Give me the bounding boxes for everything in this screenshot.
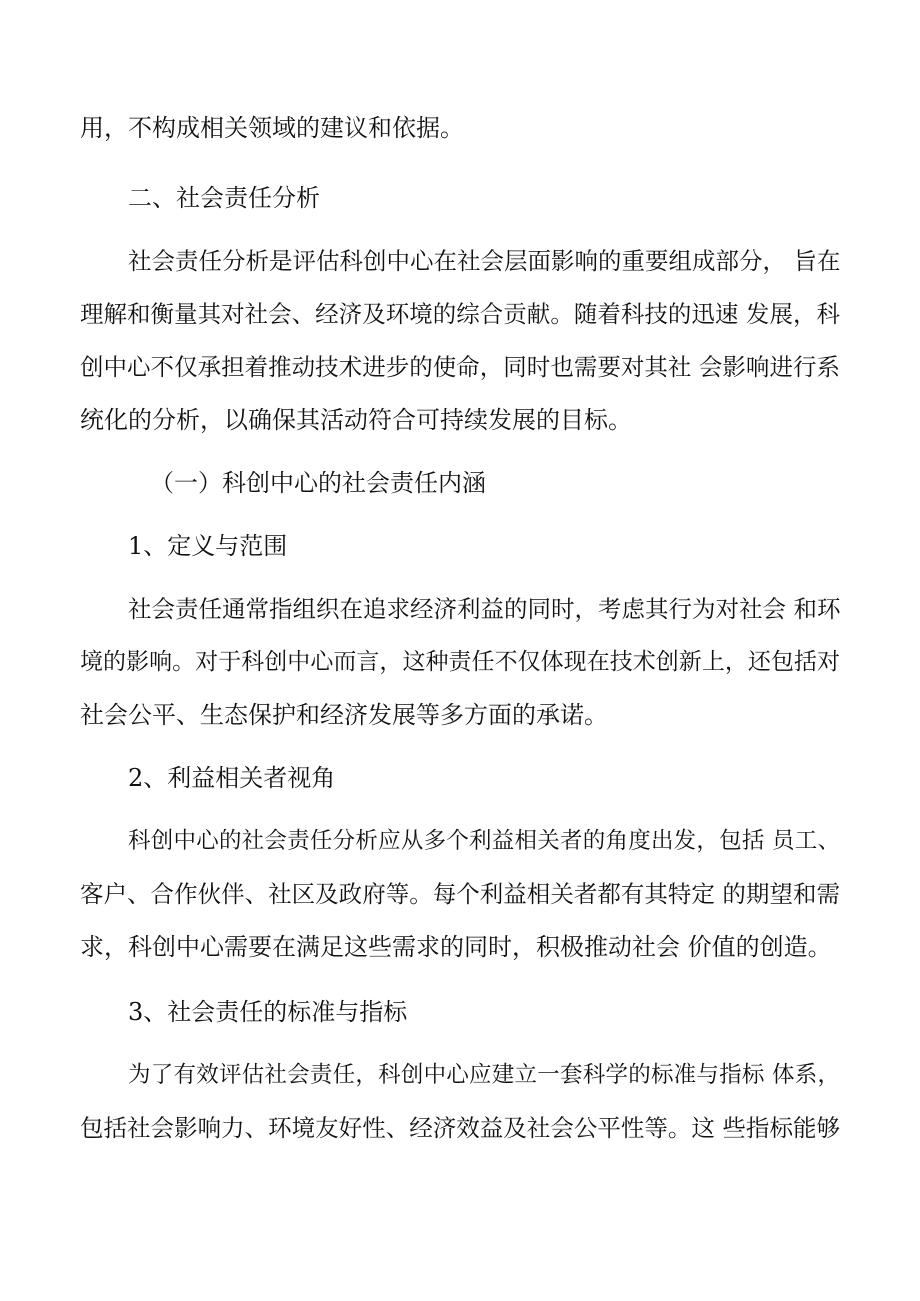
subsection-heading: （一）科创中心的社会责任内涵	[150, 469, 486, 497]
intro-paragraph-line: 创中心不仅承担着推动技术进步的使命，同时也需要对其社 会影响进行系	[80, 353, 840, 381]
item-paragraph-line: 境的影响。对于科创中心而言，这种责任不仅体现在技术创新上，还包括对	[80, 649, 840, 675]
section-heading: 二、社会责任分析	[128, 184, 320, 212]
item-paragraph-line: 包括社会影响力、环境友好性、经济效益及社会公平性等。这 些指标能够	[80, 1114, 840, 1142]
intro-paragraph-line: 理解和衡量其对社会、经济及环境的综合贡献。随着科技的迅速 发展，科	[80, 300, 840, 328]
item-heading-definition: 1、定义与范围	[128, 532, 288, 560]
item-paragraph-line: 客户、合作伙伴、社区及政府等。每个利益相关者都有其特定 的期望和需	[80, 880, 840, 908]
continuation-line: 用，不构成相关领域的建议和依据。	[80, 114, 464, 142]
intro-paragraph-line: 社会责任分析是评估科创中心在社会层面影响的重要组成部分， 旨在	[128, 247, 841, 275]
item-paragraph-line: 社会责任通常指组织在追求经济利益的同时，考虑其行为对社会 和环	[128, 595, 841, 623]
item-paragraph-line: 社会公平、生态保护和经济发展等多方面的承诺。	[80, 701, 608, 729]
intro-paragraph-line: 统化的分析，以确保其活动符合可持续发展的目标。	[80, 406, 632, 434]
item-paragraph-line: 为了有效评估社会责任，科创中心应建立一套科学的标准与指标 体系，	[128, 1062, 840, 1088]
item-heading-stakeholders: 2、利益相关者视角	[128, 764, 336, 792]
item-paragraph-line: 求，科创中心需要在满足这些需求的同时，积极推动社会 价值的创造。	[80, 933, 832, 961]
item-heading-standards: 3、社会责任的标准与指标	[128, 998, 408, 1026]
item-paragraph-line: 科创中心的社会责任分析应从多个利益相关者的角度出发，包括 员工、	[128, 828, 840, 854]
